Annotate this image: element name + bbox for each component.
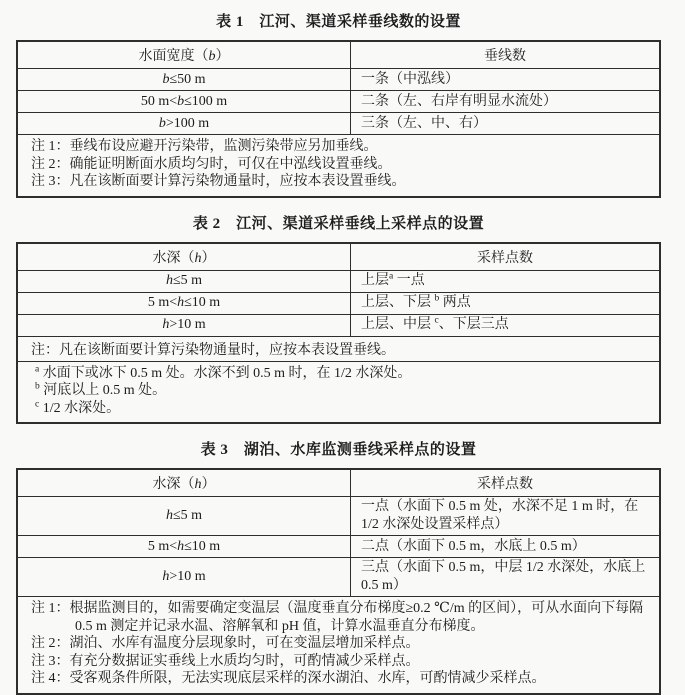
table2-footnotes <box>17 361 660 423</box>
note-line: 注 2：湖泊、水库有温度分层现象时，可在变温层增加采样点。 <box>31 636 420 651</box>
note-line: 注 1：垂线布设应避开污染带，监测污染带应另加垂线。 <box>31 139 378 154</box>
table-row <box>17 113 660 135</box>
table3-r1-points: 一点（水面下 0.5 m 处，水深不足 1 m 时，在 1/2 水深处设置采样点） <box>351 497 661 536</box>
table3-header-depth: 水深（h） <box>17 469 351 497</box>
table1-title: 表 1 江河、渠道采样垂线数的设置 <box>216 14 461 30</box>
table1-notes <box>17 135 660 197</box>
footnote-marker: b <box>35 381 40 392</box>
table1-header-width: 水面宽度（b） <box>17 41 351 69</box>
table-row <box>17 558 660 597</box>
table1-r1-width: b≤50 m <box>17 69 351 91</box>
footnote-marker: c <box>35 398 40 409</box>
table1-r3-width: b>100 m <box>17 113 351 135</box>
table3-r2-points: 二点（水面下 0.5 m，水底上 0.5 m） <box>351 536 661 558</box>
footnote-marker: c <box>434 315 439 326</box>
table-header-row <box>17 469 660 497</box>
table1-r2-width: 50 m<b≤100 m <box>17 91 351 113</box>
table-row <box>17 69 660 91</box>
note-line: 注 2：确能证明断面水质均匀时，可仅在中泓线设置垂线。 <box>31 156 392 172</box>
footnote-line: $^b$ 河底以上 0.5 m 处。 <box>35 381 167 398</box>
table3-notes <box>17 597 660 694</box>
table2-title: 表 2 江河、渠道采样垂线上采样点的设置 <box>192 215 485 232</box>
table2-r3-points: 上层、中层 $^c$、下层三点 <box>351 314 661 336</box>
table1-header-line-count: 垂线数 <box>351 41 661 69</box>
note-line: 注 1：根据监测目的，如需要确定变温层（温度垂直分布梯度≥0.2 ℃/m 的区间），可从水面向下每隔 0.5 m 测定并记录水温、溶解氧和 pH 值，计算水温垂直分布梯度。 <box>31 601 644 634</box>
table2-note: 注：凡在该断面要计算污染物通量时，应按本表设置垂线。 <box>17 336 660 361</box>
note-line: 注 3：有充分数据证实垂线上水质均匀时，可酌情减少采样点。 <box>31 653 420 669</box>
table-header-row <box>17 243 660 271</box>
table2-r3-depth: h>10 m <box>17 314 351 336</box>
footnote-line: $^a$ 水面下或冰下 0.5 m 处。水深不到 0.5 m 时，在 1/2 水深处。 <box>35 363 412 381</box>
table3-header-point-count: 采样点数 <box>351 469 661 497</box>
table2-header-depth: 水深（h） <box>17 243 351 271</box>
table1-river-vertical-lines <box>16 40 661 198</box>
table-row <box>17 536 660 558</box>
table1-r3-lines: 三条（左、中、右） <box>351 113 661 135</box>
table-header-row <box>17 41 660 69</box>
table-notes-row <box>17 336 660 361</box>
table-notes-row <box>17 597 660 694</box>
table3-title: 表 3 湖泊、水库监测垂线采样点的设置 <box>200 442 477 458</box>
table-row <box>17 497 660 536</box>
table3-r3-depth: h>10 m <box>17 558 351 597</box>
table2-header-point-count: 采样点数 <box>351 243 661 271</box>
table3-r2-depth: 5 m<h≤10 m <box>17 536 351 558</box>
footnote-marker: a <box>389 271 394 282</box>
table2-r1-depth: h≤5 m <box>17 270 351 292</box>
table2-r2-points: 上层、下层 $^b$ 两点 <box>351 292 661 314</box>
table2-r2-depth: 5 m<h≤10 m <box>17 292 351 314</box>
table-row <box>17 314 660 336</box>
table-notes-row <box>17 135 660 197</box>
table-row <box>17 270 660 292</box>
table-row <box>17 91 660 113</box>
footnote-marker: b <box>434 293 440 304</box>
footnote-line: $^c$ 1/2 水深处。 <box>35 398 121 416</box>
table3-r3-points: 三点（水面下 0.5 m，中层 1/2 水深处，水底上 0.5 m） <box>351 558 661 597</box>
table1-r1-lines: 一条（中泓线） <box>351 69 661 91</box>
table2-river-sampling-points <box>16 242 661 425</box>
table2-r1-points: 上层$^a$ 一点 <box>351 270 661 292</box>
table-row <box>17 292 660 314</box>
table3-lake-sampling-points <box>16 468 661 695</box>
footnote-marker: a <box>35 363 40 374</box>
table1-r2-lines: 二条（左、右岸有明显水流处） <box>351 91 661 113</box>
table-footnotes-row <box>17 361 660 423</box>
note-line: 注 3：凡在该断面要计算污染物通量时，应按本表设置垂线。 <box>31 174 406 189</box>
note-line: 注 4：受客观条件所限，无法实现底层采样的深水湖泊、水库，可酌情减少采样点。 <box>31 671 546 686</box>
table3-r1-depth: h≤5 m <box>17 497 351 536</box>
